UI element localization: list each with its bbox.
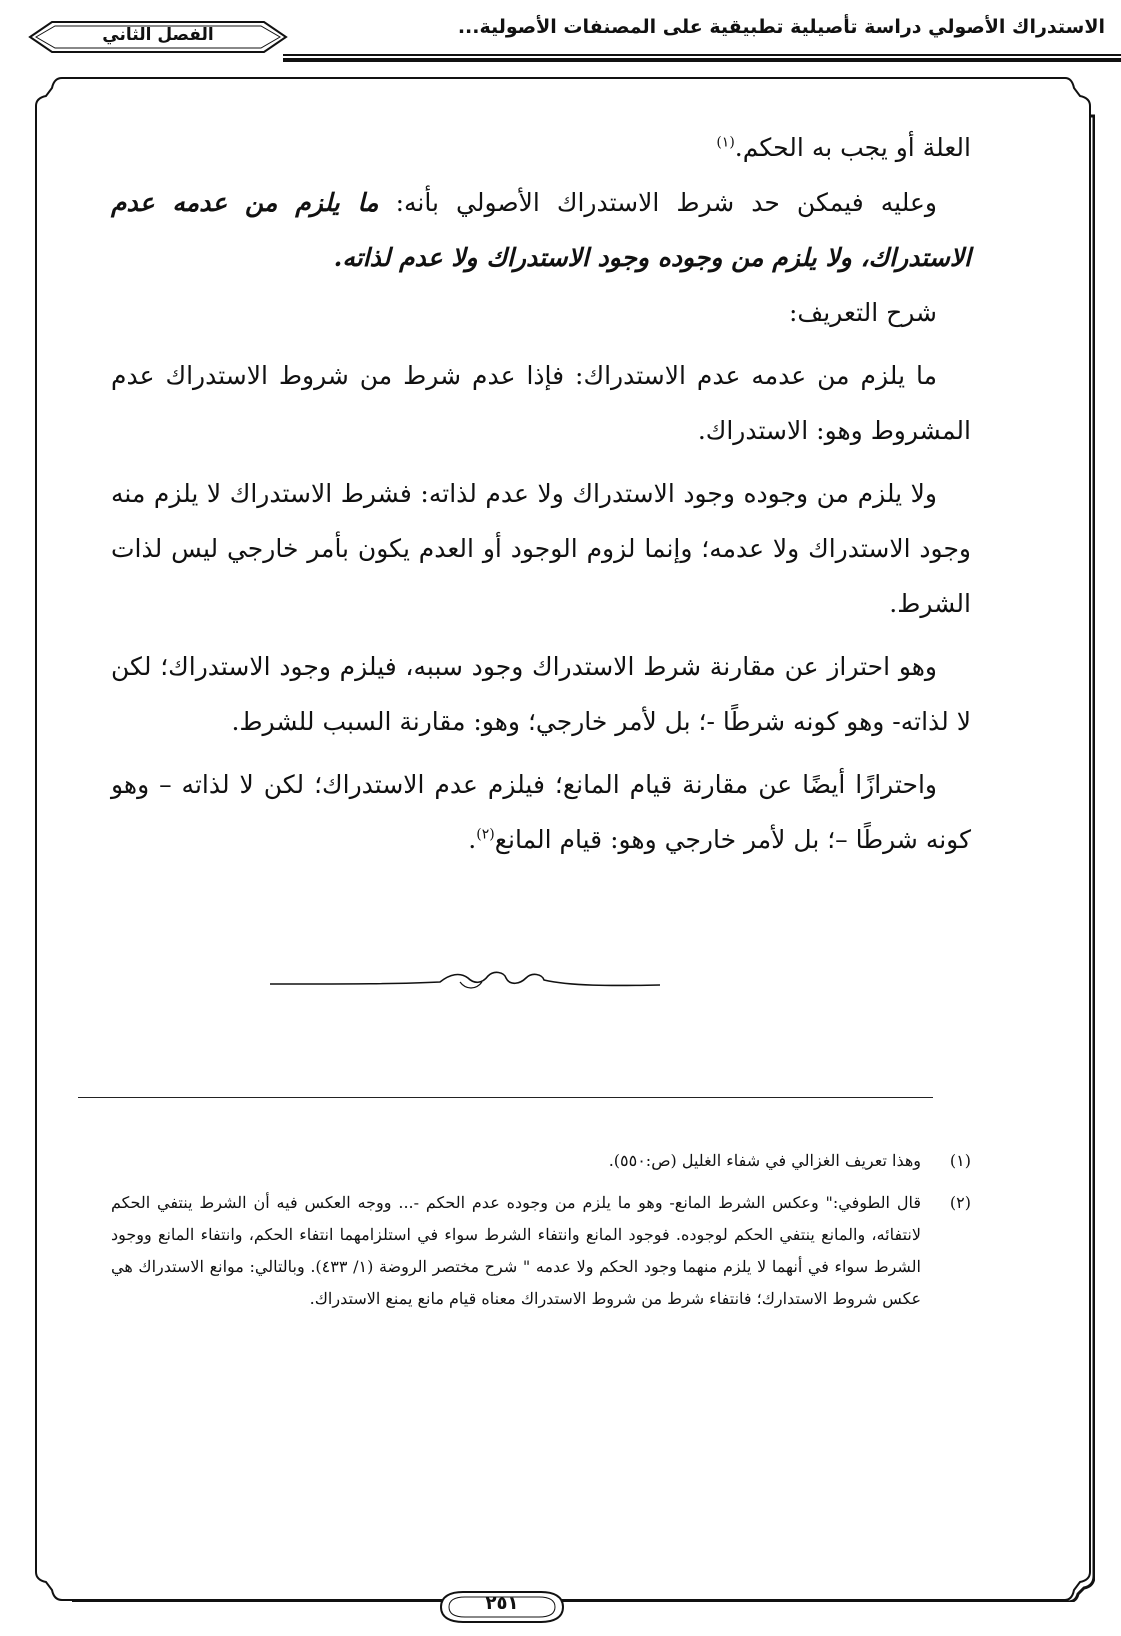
footnotes <box>111 1145 971 1325</box>
definition-lead: وعليه فيمكن حد شرط الاستدراك الأصولي بأنه: <box>378 188 937 217</box>
paragraph-1 <box>111 120 971 175</box>
paragraph-7-end: . <box>468 825 477 854</box>
running-title: الاستدراك الأصولي دراسة تأصيلية تطبيقية على المصنفات الأصولية... <box>457 16 1105 38</box>
footnote-text: قال الطوفي:" وعكس الشرط المانع- وهو ما يلزم من وجوده عدم الحكم -... ووجه العكس فيه أن الشرط ينتفي الحكم لانتفائه، والمانع ينتفي الحكم لوجوده. فوجود المانع وانتفاء الشرط سواء في استلزامهما انتفاء الحكم، وانتفاء المانع ووجود الشرط سواء في أنهما لا يلزم منهما وجود الحكم ولا عدمه " شرح مختصر الروضة (١/ ٤٣٣). وبالتالي: موانع الاستدراك هي عكس شروط الاستدارك؛ فانتفاء شرط من شروط الاستدراك معناه قيام مانع يمنع الاستدراك. <box>111 1193 921 1308</box>
page-header <box>0 0 1121 70</box>
paragraph-4: ما يلزم من عدمه عدم الاستدراك: فإذا عدم شرط من شروط الاستدراك عدم المشروط وهو: الاستدراك. <box>111 361 971 445</box>
paragraph-5: ولا يلزم من وجوده وجود الاستدراك ولا عدم لذاته: فشرط الاستدراك لا يلزم منه وجود الاستدراك ولا عدمه؛ وإنما لزوم الوجود أو العدم يكون بأمر خارجي ليس لذات الشرط. <box>111 479 971 618</box>
page-number: ٢٥١ <box>485 1593 519 1614</box>
paragraph-7 <box>111 757 971 867</box>
definition-text: ما يلزم من عدمه عدم الاستدراك، ولا يلزم من وجوده وجود الاستدراك ولا عدم لذاته. <box>111 188 971 272</box>
footnote-2 <box>111 1187 971 1315</box>
chapter-label: الفصل الثاني <box>102 25 214 45</box>
main-text <box>111 120 971 867</box>
footnote-ref-2: (٢) <box>476 826 495 843</box>
footnote-number: (٢) <box>949 1193 971 1212</box>
footnote-number: (١) <box>949 1151 971 1170</box>
footnote-separator <box>78 1097 933 1098</box>
footnote-text: وهذا تعريف الغزالي في شفاء الغليل (ص:٥٥٠). <box>608 1151 921 1170</box>
header-rule <box>0 50 1121 66</box>
paragraph-6: وهو احتراز عن مقارنة شرط الاستدراك وجود سببه، فيلزم وجود الاستدراك؛ لكن لا لذاته- وهو كونه شرطًا -؛ بل لأمر خارجي؛ وهو: مقارنة السبب للشرط. <box>111 652 971 736</box>
paragraph-2 <box>111 175 971 285</box>
footnote-1 <box>111 1145 971 1177</box>
paragraph-3: شرح التعريف: <box>788 298 937 327</box>
paragraph-1-text: العلة أو يجب به الحكم. <box>734 133 971 162</box>
footnote-ref-1: (١) <box>716 134 735 151</box>
paragraph-7-text: واحترازًا أيضًا عن مقارنة قيام المانع؛ فيلزم عدم الاستدراك؛ لكن لا لذاته – وهو كونه شرطًا –؛ بل لأمر خارجي وهو: قيام المانع <box>111 770 971 854</box>
page-number-badge <box>437 1590 567 1624</box>
ornament-divider-icon <box>270 960 660 1000</box>
